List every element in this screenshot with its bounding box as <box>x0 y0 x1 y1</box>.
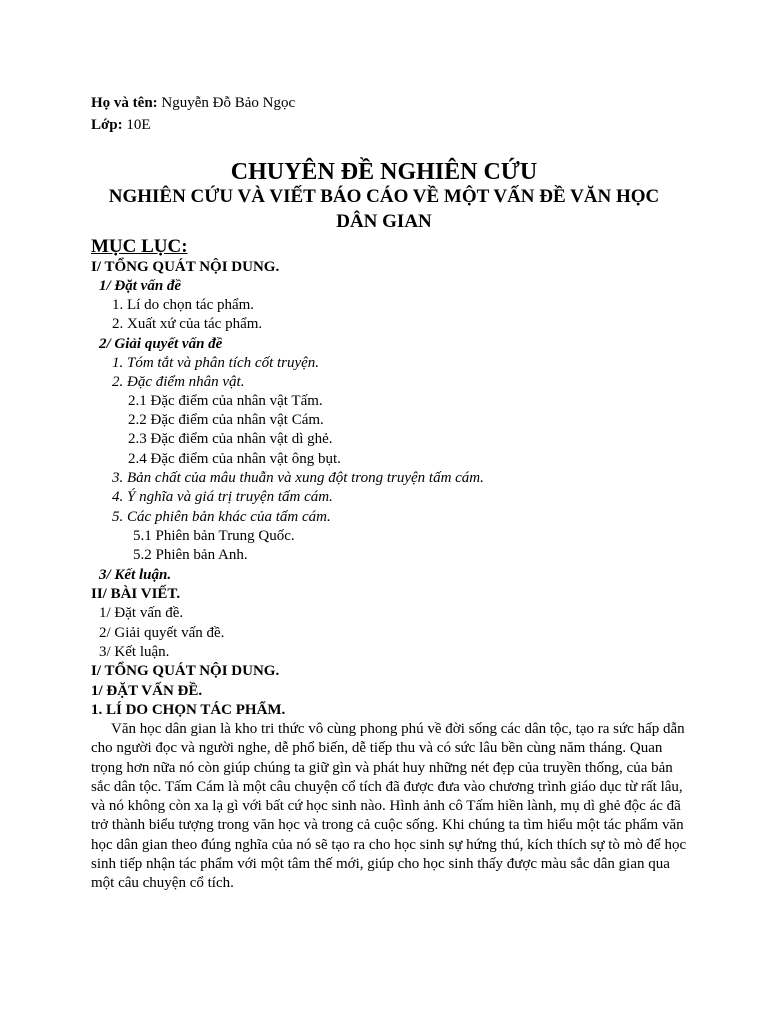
toc-item-1-2: 2/ Giải quyết vấn đề <box>99 336 223 352</box>
body-section-heading: I/ TỔNG QUÁT NỘI DUNG. <box>91 663 280 679</box>
toc-item-1-1-b: 2. Xuất xứ của tác phẩm. <box>112 316 263 332</box>
body-item-heading: 1. LÍ DO CHỌN TÁC PHẨM. <box>91 702 286 718</box>
body-paragraph: Văn học dân gian là kho tri thức vô cùng phong phú về đời sống các dân tộc, tạo ra sức hấp dẫn cho người đọc và người nghe, dễ phổ biến, dễ tiếp thu và có sức lâu bền cùng năm tháng. Quan trọng hơn nữa nó còn giúp chúng ta giữ gìn và phát huy những nét đẹp của truyền thống, của bản sắc dân tộc. Tấm Cám là một câu chuyện cổ tích đã được đưa vào chương trình giáo dục từ rất lâu, và nó không còn xa lạ gì với bất cứ học sinh nào. Hình ảnh cô Tấm hiền lành, mụ dì ghẻ độc ác đã trở thành biểu tượng trong văn học và trong cả cuộc sống. Khi chúng ta tìm hiểu một tác phẩm văn học dân gian theo đúng nghĩa của nó sẽ tạo ra cho học sinh sự hứng thú, kích thích sự tò mò để học sinh tiếp nhận tác phẩm với một tâm thế mới, giúp cho học sinh thấy được màu sắc dân gian qua một câu chuyện cổ tích. <box>91 721 687 892</box>
toc-item-1-2-b: 2. Đặc điểm nhân vật. <box>112 374 245 390</box>
toc-item-1-2-e2: 5.2 Phiên bản Anh. <box>133 547 248 563</box>
student-class-line <box>91 116 151 135</box>
document-subtitle-line1: NGHIÊN CỨU VÀ VIẾT BÁO CÁO VỀ MỘT VẤN ĐỀ VĂN HỌC <box>108 186 660 207</box>
name-value: Nguyễn Đỗ Bảo Ngọc <box>157 95 296 111</box>
class-value: 10E <box>122 117 151 133</box>
name-label: Họ và tên: <box>91 95 158 111</box>
class-label: Lớp: <box>91 117 123 133</box>
toc-item-1-2-e: 5. Các phiên bản khác của tấm cám. <box>112 509 331 525</box>
toc-item-1-2-e1: 5.1 Phiên bản Trung Quốc. <box>133 528 295 544</box>
toc-item-1-2-b1: 2.1 Đặc điểm của nhân vật Tấm. <box>128 393 323 409</box>
toc-item-2-1: 1/ Đặt vấn đề. <box>99 605 184 621</box>
toc-heading: MỤC LỤC: <box>91 236 188 257</box>
toc-item-1-2-c: 3. Bản chất của mâu thuẫn và xung đột trong truyện tấm cám. <box>112 470 484 486</box>
toc-section-2: II/ BÀI VIẾT. <box>91 586 181 602</box>
toc-item-1-2-b3: 2.3 Đặc điểm của nhân vật dì ghẻ. <box>128 431 333 447</box>
toc-item-1-1-a: 1. Lí do chọn tác phẩm. <box>112 297 255 313</box>
toc-item-1-2-b4: 2.4 Đặc điểm của nhân vật ông bụt. <box>128 451 341 467</box>
document-title: CHUYÊN ĐỀ NGHIÊN CỨU <box>230 159 538 185</box>
toc-item-1-1: 1/ Đặt vấn đề <box>99 278 182 294</box>
toc-item-2-3: 3/ Kết luận. <box>99 644 170 660</box>
student-name-line <box>91 94 295 113</box>
toc-item-1-2-a: 1. Tóm tắt và phân tích cốt truyện. <box>112 355 320 371</box>
body-sub-heading: 1/ ĐẶT VẤN ĐỀ. <box>91 683 203 699</box>
toc-item-1-2-b2: 2.2 Đặc điểm của nhân vật Cám. <box>128 412 324 428</box>
toc-item-1-2-d: 4. Ý nghĩa và giá trị truyện tấm cám. <box>112 489 333 505</box>
toc-item-2-2: 2/ Giải quyết vấn đề. <box>99 625 225 641</box>
toc-section-1: I/ TỔNG QUÁT NỘI DUNG. <box>91 259 280 275</box>
toc-item-1-3: 3/ Kết luận. <box>99 567 172 583</box>
document-subtitle-line2: DÂN GIAN <box>336 211 432 232</box>
